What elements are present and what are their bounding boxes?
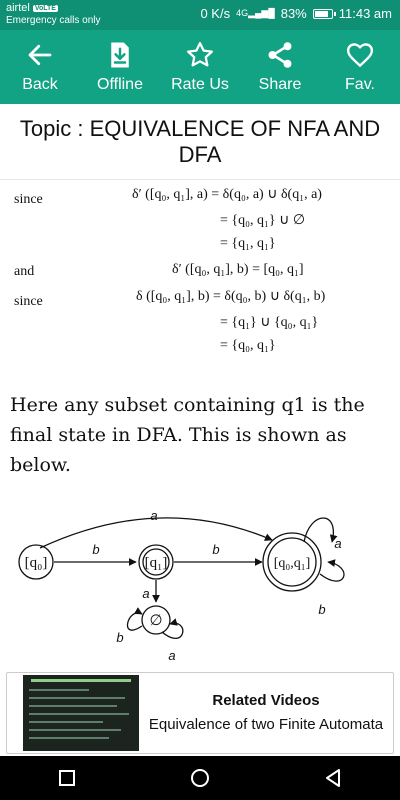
square-icon xyxy=(58,769,76,787)
back-label: Back xyxy=(22,76,58,93)
equation-line-7: = {q₀, q₁} xyxy=(220,338,276,353)
rate-us-label: Rate Us xyxy=(171,76,229,93)
related-videos-card[interactable] xyxy=(6,672,394,754)
share-icon xyxy=(265,40,295,70)
label-b-empty: b xyxy=(116,630,124,645)
star-icon xyxy=(185,40,215,70)
state-q0: [q₀] xyxy=(24,555,48,571)
related-title: Related Videos xyxy=(212,691,320,709)
share-button[interactable] xyxy=(240,30,320,104)
home-button[interactable] xyxy=(170,756,230,800)
label-a-empty: a xyxy=(168,648,176,663)
network-speed: 0 K/s xyxy=(200,6,231,21)
page-title: Topic : EQUIVALENCE OF NFA AND DFA xyxy=(0,104,400,180)
state-q0-q1: [q₀,q₁] xyxy=(273,556,311,571)
carrier-info xyxy=(6,2,58,14)
back-nav-button[interactable] xyxy=(303,756,363,800)
download-file-icon xyxy=(105,40,135,70)
label-b-q1-q0q1: b xyxy=(212,542,220,557)
related-text xyxy=(139,673,393,753)
back-button[interactable] xyxy=(0,30,80,104)
arrow-left-icon xyxy=(25,40,55,70)
favorite-button[interactable] xyxy=(320,30,400,104)
video-thumbnail xyxy=(23,675,139,751)
signal-type: 4G xyxy=(236,8,249,18)
clock: 11:43 am xyxy=(338,6,392,21)
volte-badge: VoLTE xyxy=(34,4,56,12)
label-a-loop: a xyxy=(334,536,342,551)
share-label: Share xyxy=(258,76,302,93)
offline-label: Offline xyxy=(97,76,143,93)
triangle-back-icon xyxy=(324,768,342,788)
equation-line-6: = {q₁} ∪ {q₀, q₁} xyxy=(220,315,319,330)
navigation-bar xyxy=(0,756,400,800)
circle-icon xyxy=(190,768,210,788)
equation-line-2: = {q₀, q₁} ∪ ∅ xyxy=(220,213,306,228)
thumbnail-heading xyxy=(31,679,131,682)
equation-line-1: δ′ ([q₀, q₁], a) = δ(q₀, a) ∪ δ(q₁, a) xyxy=(132,187,322,202)
status-right xyxy=(200,6,392,21)
equation-line-5: δ ([q₀, q₁], b) = δ(q₀, b) ∪ δ(q₁, b) xyxy=(136,289,326,304)
offline-button[interactable] xyxy=(80,30,160,104)
heart-icon xyxy=(345,40,375,70)
label-a-down: a xyxy=(142,586,150,601)
and-label: and xyxy=(14,264,35,279)
since-label-2: since xyxy=(14,294,43,309)
status-bar xyxy=(0,0,400,30)
recent-apps-button[interactable] xyxy=(37,756,97,800)
dfa-diagram xyxy=(0,500,400,670)
equation-line-3: = {q₁, q₁} xyxy=(220,236,276,251)
label-b-q0-q1: b xyxy=(92,542,100,557)
signal-icon: 4G▂▄▆█ xyxy=(236,8,275,18)
toolbar xyxy=(0,30,400,104)
battery-fill xyxy=(315,11,328,17)
related-subtitle: Equivalence of two Finite Automata xyxy=(148,715,384,733)
description-text: Here any subset containing q1 is the final state in DFA. This is shown as below. xyxy=(10,394,365,476)
emergency-text: Emergency calls only xyxy=(6,15,101,26)
label-b-loop: b xyxy=(318,602,326,617)
equation-line-4: δ′ ([q₀, q₁], b) = [q₀, q₁] xyxy=(172,262,304,277)
carrier-name: airtel xyxy=(6,2,30,14)
battery-icon xyxy=(313,9,333,19)
label-a-top: a xyxy=(150,508,158,523)
rate-us-button[interactable] xyxy=(160,30,240,104)
since-label-1: since xyxy=(14,192,43,207)
battery-percent: 83% xyxy=(280,6,307,21)
state-q1: [q₁] xyxy=(144,555,168,571)
state-empty: ∅ xyxy=(149,613,163,629)
math-derivation xyxy=(0,180,400,360)
favorite-label: Fav. xyxy=(345,76,375,93)
